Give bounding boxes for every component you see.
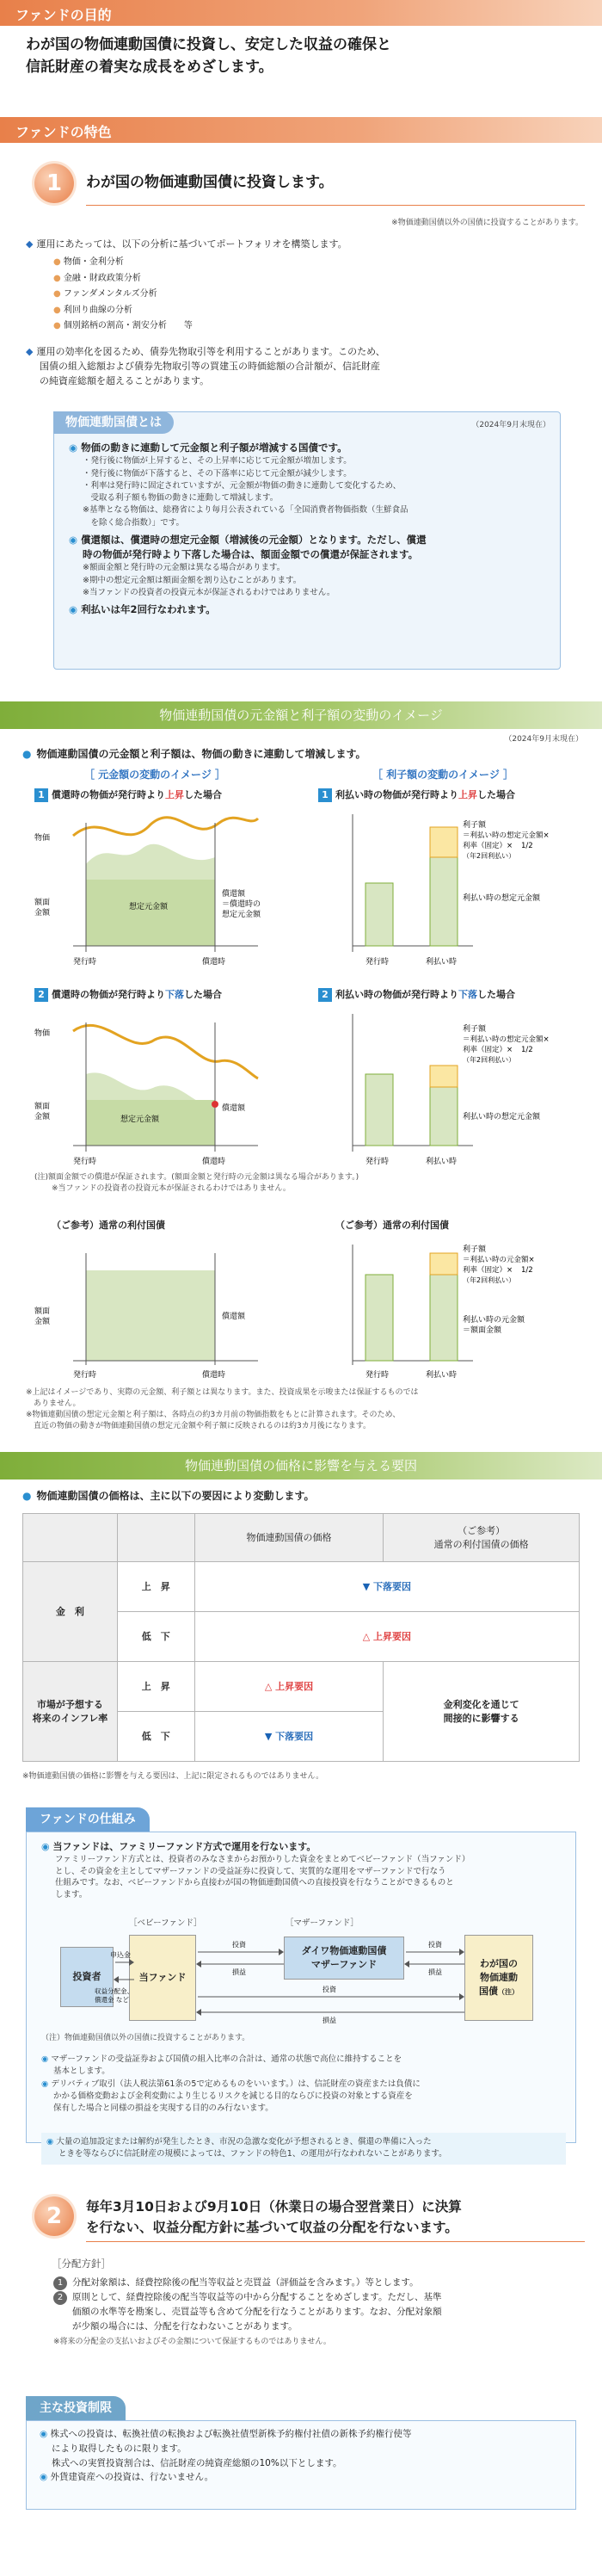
- feature-1-note: ※物価連動国債以外の国債に投資することがあります。: [391, 219, 583, 227]
- list-item: 2 原則として、経費控除後の配当等収益等の中から分配することをめざします。ただし、基準: [53, 2290, 578, 2305]
- svg-text:償還額: 償還額: [222, 1104, 246, 1113]
- svg-text:発行時: 発行時: [366, 1371, 390, 1380]
- svg-text:利子額: 利子額: [463, 1245, 487, 1254]
- svg-text:申込金: 申込金: [110, 1951, 131, 1959]
- structure-note: （注）物価連動国債以外の国債に投資することがあります。: [41, 2034, 250, 2042]
- price-line: [73, 1025, 258, 1078]
- case2-left-title: 2 償還時の物価が発行時より下落した場合: [34, 988, 222, 1002]
- svg-text:発行時: 発行時: [366, 1158, 390, 1166]
- price-label: 物価: [34, 834, 51, 843]
- col-ref-price: （ご参考） 通常の利付国債の価格: [384, 1514, 580, 1562]
- svg-text:投資: 投資: [322, 1986, 336, 1993]
- list-item: 1 分配対象額は、経費控除後の配当等収益と売買益（評価益を含みます。）等とします。: [53, 2276, 578, 2290]
- svg-text:物価: 物価: [34, 1029, 51, 1038]
- image-notes: ※上記はイメージであり、実際の元金額、利子額とは異なります。また、投資成果を示唆または保証するものでは ありません。 ※物価連動国債の想定元金額と利子額は、各時点の約3カ月前の物価指数をもとに計算されます。そのため、 直近の物価の動きが物価連動国債の想定元金額や利子額に反映されるのは約3カ月後になります。: [26, 1388, 419, 1431]
- svg-text:＝償還時の: ＝償還時の: [222, 900, 261, 909]
- fund-box: 当ファンド: [129, 1935, 196, 2021]
- svg-text:投資: 投資: [232, 1941, 246, 1949]
- svg-text:1/2: 1/2: [521, 1266, 533, 1275]
- case1-right-chart: [318, 806, 576, 969]
- ref-left-chart: [34, 1236, 292, 1382]
- efficiency-text: ◆ 運用の効率化を図るため、債券先物取引等を利用することがあります。このため、 国債の組入総額および債券先物取引等の買建玉の時価総額の合計額が、信託財産 の純資産総額を超えることがあります。: [26, 346, 385, 387]
- svg-text:金額: 金額: [34, 1113, 51, 1121]
- svg-text:発行時: 発行時: [73, 958, 97, 967]
- row-rate: 金 利: [23, 1562, 118, 1662]
- case2-right-title: 2 利払い時の物価が発行時より下落した場合: [318, 988, 515, 1002]
- case1-right-title: 1 利払い時の物価が発行時より上昇した場合: [318, 788, 515, 802]
- svg-text:投資: 投資: [428, 1941, 442, 1949]
- svg-text:金額: 金額: [34, 909, 51, 917]
- structure-caution: ◉ 大量の追加設定または解約が発生したとき、市況の急激な変化が予想されるとき、償還の準備に入った ときを等ならびに信託財産の規模によっては、ファンドの特色1、の運用が行なわれないことがあります。: [41, 2133, 566, 2165]
- svg-text:額面: 額面: [34, 899, 51, 907]
- case2-left-chart: [34, 1005, 292, 1169]
- factors-intro: ● 物価連動国債の価格は、主に以下の要因により変動します。: [22, 1489, 315, 1504]
- target-box: わが国の 物価連動 国債（注）: [464, 1935, 533, 2021]
- svg-text:利払い時の想定元金額: 利払い時の想定元金額: [463, 894, 541, 903]
- svg-text:利子額: 利子額: [463, 821, 487, 830]
- svg-text:利率（固定）×: 利率（固定）×: [463, 1046, 513, 1054]
- svg-text:利率（固定）×: 利率（固定）×: [463, 842, 513, 850]
- svg-text:（年2回利払い）: （年2回利払い）: [463, 1276, 516, 1284]
- svg-text:想定元金額: 想定元金額: [222, 911, 261, 919]
- svg-text:利払い時: 利払い時: [426, 1371, 458, 1380]
- svg-text:＝利払い時の元金額×: ＝利払い時の元金額×: [463, 1256, 535, 1264]
- case2-right-chart: [318, 1005, 576, 1169]
- image-as-of: （2024年9月末現在）: [504, 735, 583, 744]
- svg-text:償還金 など: 償還金 など: [95, 1996, 129, 2004]
- purpose-header: ファンドの目的: [0, 0, 602, 26]
- svg-text:利子額: 利子額: [463, 1025, 487, 1034]
- svg-text:額面: 額面: [34, 1103, 51, 1111]
- image-section-header: 物価連動国債の元金額と利子額の変動のイメージ: [0, 701, 602, 729]
- structure-header: ファンドの仕組み: [26, 1807, 150, 1832]
- svg-text:＝額面金額: ＝額面金額: [463, 1326, 502, 1335]
- portfolio-intro: ◆ 運用にあたっては、以下の分析に基づいてポートフォリオを構築します。: [26, 238, 347, 250]
- dist-policy-title: ［分配方針］: [52, 2258, 111, 2270]
- jgbi-as-of: （2024年9月末現在）: [471, 421, 550, 429]
- baby-label: ［ベビーファンド］: [129, 1918, 202, 1928]
- features-header: ファンドの特色: [0, 117, 602, 143]
- svg-text:償還額: 償還額: [222, 890, 246, 899]
- svg-text:利率（固定）×: 利率（固定）×: [463, 1266, 513, 1275]
- analysis-list: [53, 255, 193, 335]
- image-footnotes: (注)額面金額での償還が保証されます。(額面金額と発行時の元金額は異なる場合があります。) ※当ファンドの投資者の投資元本が保証されるわけではありません。: [34, 1173, 359, 1194]
- svg-text:償還時: 償還時: [202, 1371, 226, 1380]
- svg-text:収益分配金、: 収益分配金、: [95, 1987, 133, 1995]
- structure-intro: ◉ 当ファンドは、ファミリーファンド方式で運用を行ないます。 ファミリーファンド方式とは、投資者のみなさまからお預かりした資金をまとめてベビーファンド（当ファンド） とし、その資金を主としてマザーファンドの受益証券に投資して、実質的な運用をマザーファンドで行なう 仕組みです。なお、ベビーファンドから直接わが国の物価連動国債への直接投資を行なうことができるものと します。: [41, 1841, 470, 1900]
- svg-text:発行時: 発行時: [73, 1158, 97, 1166]
- ref-left-title: （ご参考）通常の利付国債: [52, 1220, 165, 1231]
- ref-right-chart: [318, 1236, 576, 1382]
- diamond-icon: ◆: [26, 238, 34, 250]
- dist-policy-list: 1 分配対象額は、経費控除後の配当等収益と売買益（評価益を含みます。）等とします。 2 原則として、経費控除後の配当等収益等の中から分配することをめざします。ただし、基準 価額の水準等を勘案し、売買益等も含めて分配を行なうことがあります。なお、分配対象額 が少額の場合には、分配を行なわないことがあります。 ※将来の分配金の支払いおよびその金額について保証するものではありません。: [53, 2276, 578, 2348]
- svg-text:損益: 損益: [232, 1968, 246, 1976]
- flow-arrows: [95, 1935, 473, 2029]
- svg-text:損益: 損益: [428, 1968, 442, 1976]
- svg-text:（年2回利払い）: （年2回利払い）: [463, 852, 516, 860]
- image-intro: ● 物価連動国債の元金額と利子額は、物価の動きに連動して増減します。: [22, 747, 366, 762]
- mother-label: ［マザーファンド］: [286, 1918, 359, 1928]
- svg-text:償還額: 償還額: [222, 1313, 246, 1321]
- feature-2-title: 毎年3月10日および9月10日（休業日の場合翌営業日）に決算 を行ない、収益分配方針に基づいて収益の分配を行ないます。: [86, 2199, 462, 2236]
- feature-1-number: 1: [34, 164, 74, 203]
- purpose-text: わが国の物価連動国債に投資し、安定した収益の確保と 信託財産の着実な成長をめざします。: [26, 36, 391, 76]
- list-item: ● 物価・金利分析: [53, 257, 124, 267]
- price-line: [73, 818, 258, 836]
- feature-1-title: わが国の物価連動国債に投資します。: [86, 174, 334, 191]
- structure-bullets: ◉ マザーファンドの受益証券および国債の組入比率の合計は、通常の状態で高位に維持することを 基本とします。 ◉ デリバティブ取引（法人税法第61条の5で定めるものをいいます。）は、信託財産の資産または負債に かかる価格変動および金利変動により生じるリスクを減じる目的ならびに投資の対象とする資産を 保有した場合と同様の損益を実現する目的のみ行ないます。: [41, 2054, 421, 2113]
- svg-text:金額: 金額: [34, 1318, 51, 1326]
- investor-box: 投資者: [60, 1947, 114, 2007]
- svg-text:利払い時の想定元金額: 利払い時の想定元金額: [463, 1113, 541, 1121]
- factors-header: 物価連動国債の価格に影響を与える要因: [0, 1452, 602, 1480]
- svg-text:1/2: 1/2: [521, 842, 533, 850]
- limits-header: 主な投資制限: [26, 2396, 126, 2420]
- limits-content: ◉ 株式への投資は、転換社債の転換および転換社債型新株予約権付社債の新株予約権行使等 により取得したものに限ります。 株式への実質投資割合は、信託財産の純資産総額の10%以下とします。 ◉ 外貨建資産への投資は、行ないません。: [40, 2429, 412, 2483]
- svg-text:償還時: 償還時: [202, 958, 226, 967]
- right-title: ［ 利子額の変動のイメージ ］: [372, 769, 513, 781]
- svg-text:1/2: 1/2: [521, 1046, 533, 1054]
- col-jgbi-price: 物価連動国債の価格: [194, 1514, 384, 1562]
- list-item: ● 個別銘柄の割高・割安分析 等: [53, 321, 193, 330]
- case1-left-chart: [34, 806, 292, 969]
- svg-text:利払い時: 利払い時: [426, 958, 458, 967]
- svg-text:利払い時の元金額: 利払い時の元金額: [463, 1316, 525, 1325]
- svg-text:損益: 損益: [322, 2017, 336, 2024]
- svg-text:額面: 額面: [34, 1307, 51, 1316]
- svg-text:想定元金額: 想定元金額: [129, 903, 169, 911]
- mother-fund-box: ダイワ物価連動国債 マザーファンド: [284, 1937, 404, 1980]
- case1-left-title: 1 償還時の物価が発行時より上昇した場合: [34, 788, 222, 802]
- svg-text:想定元金額: 想定元金額: [120, 1115, 160, 1124]
- jgbi-box-title: 物価連動国債とは: [53, 411, 174, 434]
- jgbi-content: ◉ 物価の動きに連動して元金額と利子額が増減する国債です。 ・発行後に物価が上昇すると、その上昇率に応じて元金額が増加します。 ・発行後に物価が下落すると、その下落率に応じて元金額が減少します。 ・利率は発行時に固定されていますが、元金額が物価の動きに連動して変化するため、 受取る利子額も物価の動きに連動して増減します。 ※基準となる物価は、総務省により毎月公表されている「全国消費者物価指数（生鮮食品 を除く総合指数）」です。 ◉ 償還額は、償還時の想定元金額（増減後の元金額）となります。ただし、償還 時の物価が発行時より下落した場合は、額面金額での償還が保証されます。 ※額面金額と発行時の元金額は異なる場合があります。 ※期中の想定元金額は額面金額を割り込むことがあります。 ※当ファンドの投資者の投資元本が保証されるわけではありません。 ◉ 利払いは年2回行なわれます。: [69, 442, 427, 615]
- ref-right-title: （ご参考）通常の利付国債: [335, 1220, 449, 1231]
- factors-table: 物価連動国債の価格 （ご参考） 通常の利付国債の価格 金 利 上 昇 ▼ 下落要因 低 下 △ 上昇要因 市場が予想する 将来のインフレ率 上 昇 △ 上昇要因 金利変化を通じて 間接的に影響する 低 下 ▼ 下落要因: [22, 1513, 580, 1762]
- svg-text:発行時: 発行時: [366, 958, 390, 967]
- feature-2-number: 2: [34, 2196, 74, 2236]
- diamond-icon: ◆: [26, 346, 34, 357]
- svg-text:（年2回利払い）: （年2回利払い）: [463, 1056, 516, 1064]
- list-item: ● ファンダメンタルズ分析: [53, 289, 157, 299]
- factors-note: ※物価連動国債の価格に影響を与える要因は、上記に限定されるものではありません。: [22, 1772, 324, 1781]
- list-item: ● 利回り曲線の分析: [53, 305, 132, 315]
- row-inflation: 市場が予想する 将来のインフレ率: [23, 1662, 118, 1762]
- svg-text:償還時: 償還時: [202, 1158, 226, 1166]
- list-item: ● 金融・財政政策分析: [53, 273, 141, 283]
- svg-text:発行時: 発行時: [73, 1371, 97, 1380]
- svg-text:＝利払い時の想定元金額×: ＝利払い時の想定元金額×: [463, 1035, 550, 1044]
- left-title: ［ 元金額の変動のイメージ ］: [84, 769, 225, 781]
- svg-text:＝利払い時の想定元金額×: ＝利払い時の想定元金額×: [463, 831, 550, 840]
- svg-text:利払い時: 利払い時: [426, 1158, 458, 1166]
